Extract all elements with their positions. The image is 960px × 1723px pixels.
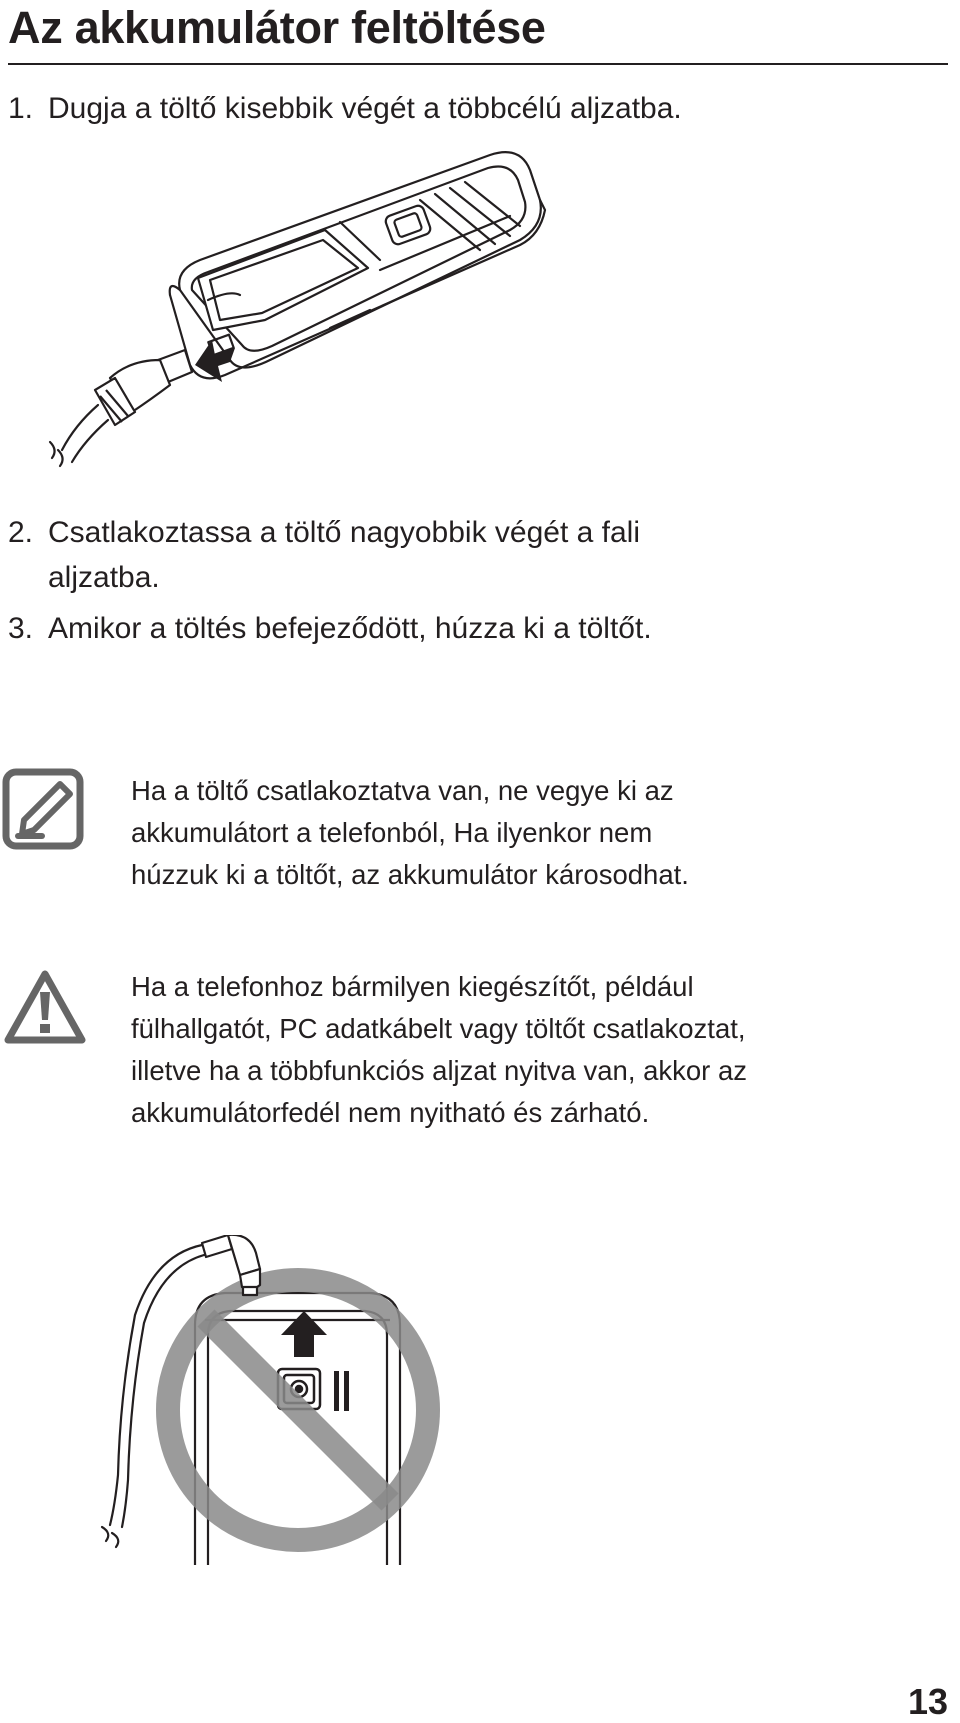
step-2 — [8, 510, 938, 600]
note-line-2: akkumulátort a telefonból, Ha ilyenkor nem — [131, 817, 653, 848]
page-number: 13 — [907, 1681, 948, 1722]
warning-line-1: Ha a telefonhoz bármilyen kiegészítőt, például — [131, 971, 694, 1002]
note-line-1: Ha a töltő csatlakoztatva van, ne vegye ki az — [131, 775, 674, 806]
warning-line-3: illetve ha a többfunkciós aljzat nyitva van, akkor az — [131, 1055, 748, 1086]
step-1-number: 1. — [8, 92, 34, 125]
step-3 — [8, 606, 938, 651]
step-1 — [8, 86, 938, 131]
phone-charging-illustration — [40, 150, 600, 530]
step-2-number: 2. — [8, 516, 34, 549]
step-3-text: Amikor a töltés befejeződött, húzza ki a töltőt. — [48, 612, 652, 645]
note-line-3: húzzuk ki a töltőt, az akkumulátor károsodhat. — [131, 859, 689, 890]
step-2-text-line2: aljzatba. — [48, 561, 160, 594]
step-2-text-line1: Csatlakoztassa a töltő nagyobbik végét a fali — [48, 516, 641, 549]
step-3-number: 3. — [8, 612, 34, 645]
note-pencil-icon — [2, 768, 84, 850]
warning-line-2: fülhallgatót, PC adatkábelt vagy töltőt csatlakoztat, — [131, 1013, 746, 1044]
prohibited-cover-illustration — [100, 1235, 460, 1565]
step-1-text: Dugja a töltő kisebbik végét a többcélú aljzatba. — [48, 92, 682, 125]
page-title: Az akkumulátor feltöltése — [8, 2, 546, 53]
title-divider — [8, 63, 948, 65]
warning-line-4: akkumulátorfedél nem nyitható és zárható. — [131, 1097, 650, 1128]
warning-text — [131, 966, 951, 1134]
note-text — [131, 770, 951, 896]
warning-triangle-icon — [2, 968, 88, 1048]
